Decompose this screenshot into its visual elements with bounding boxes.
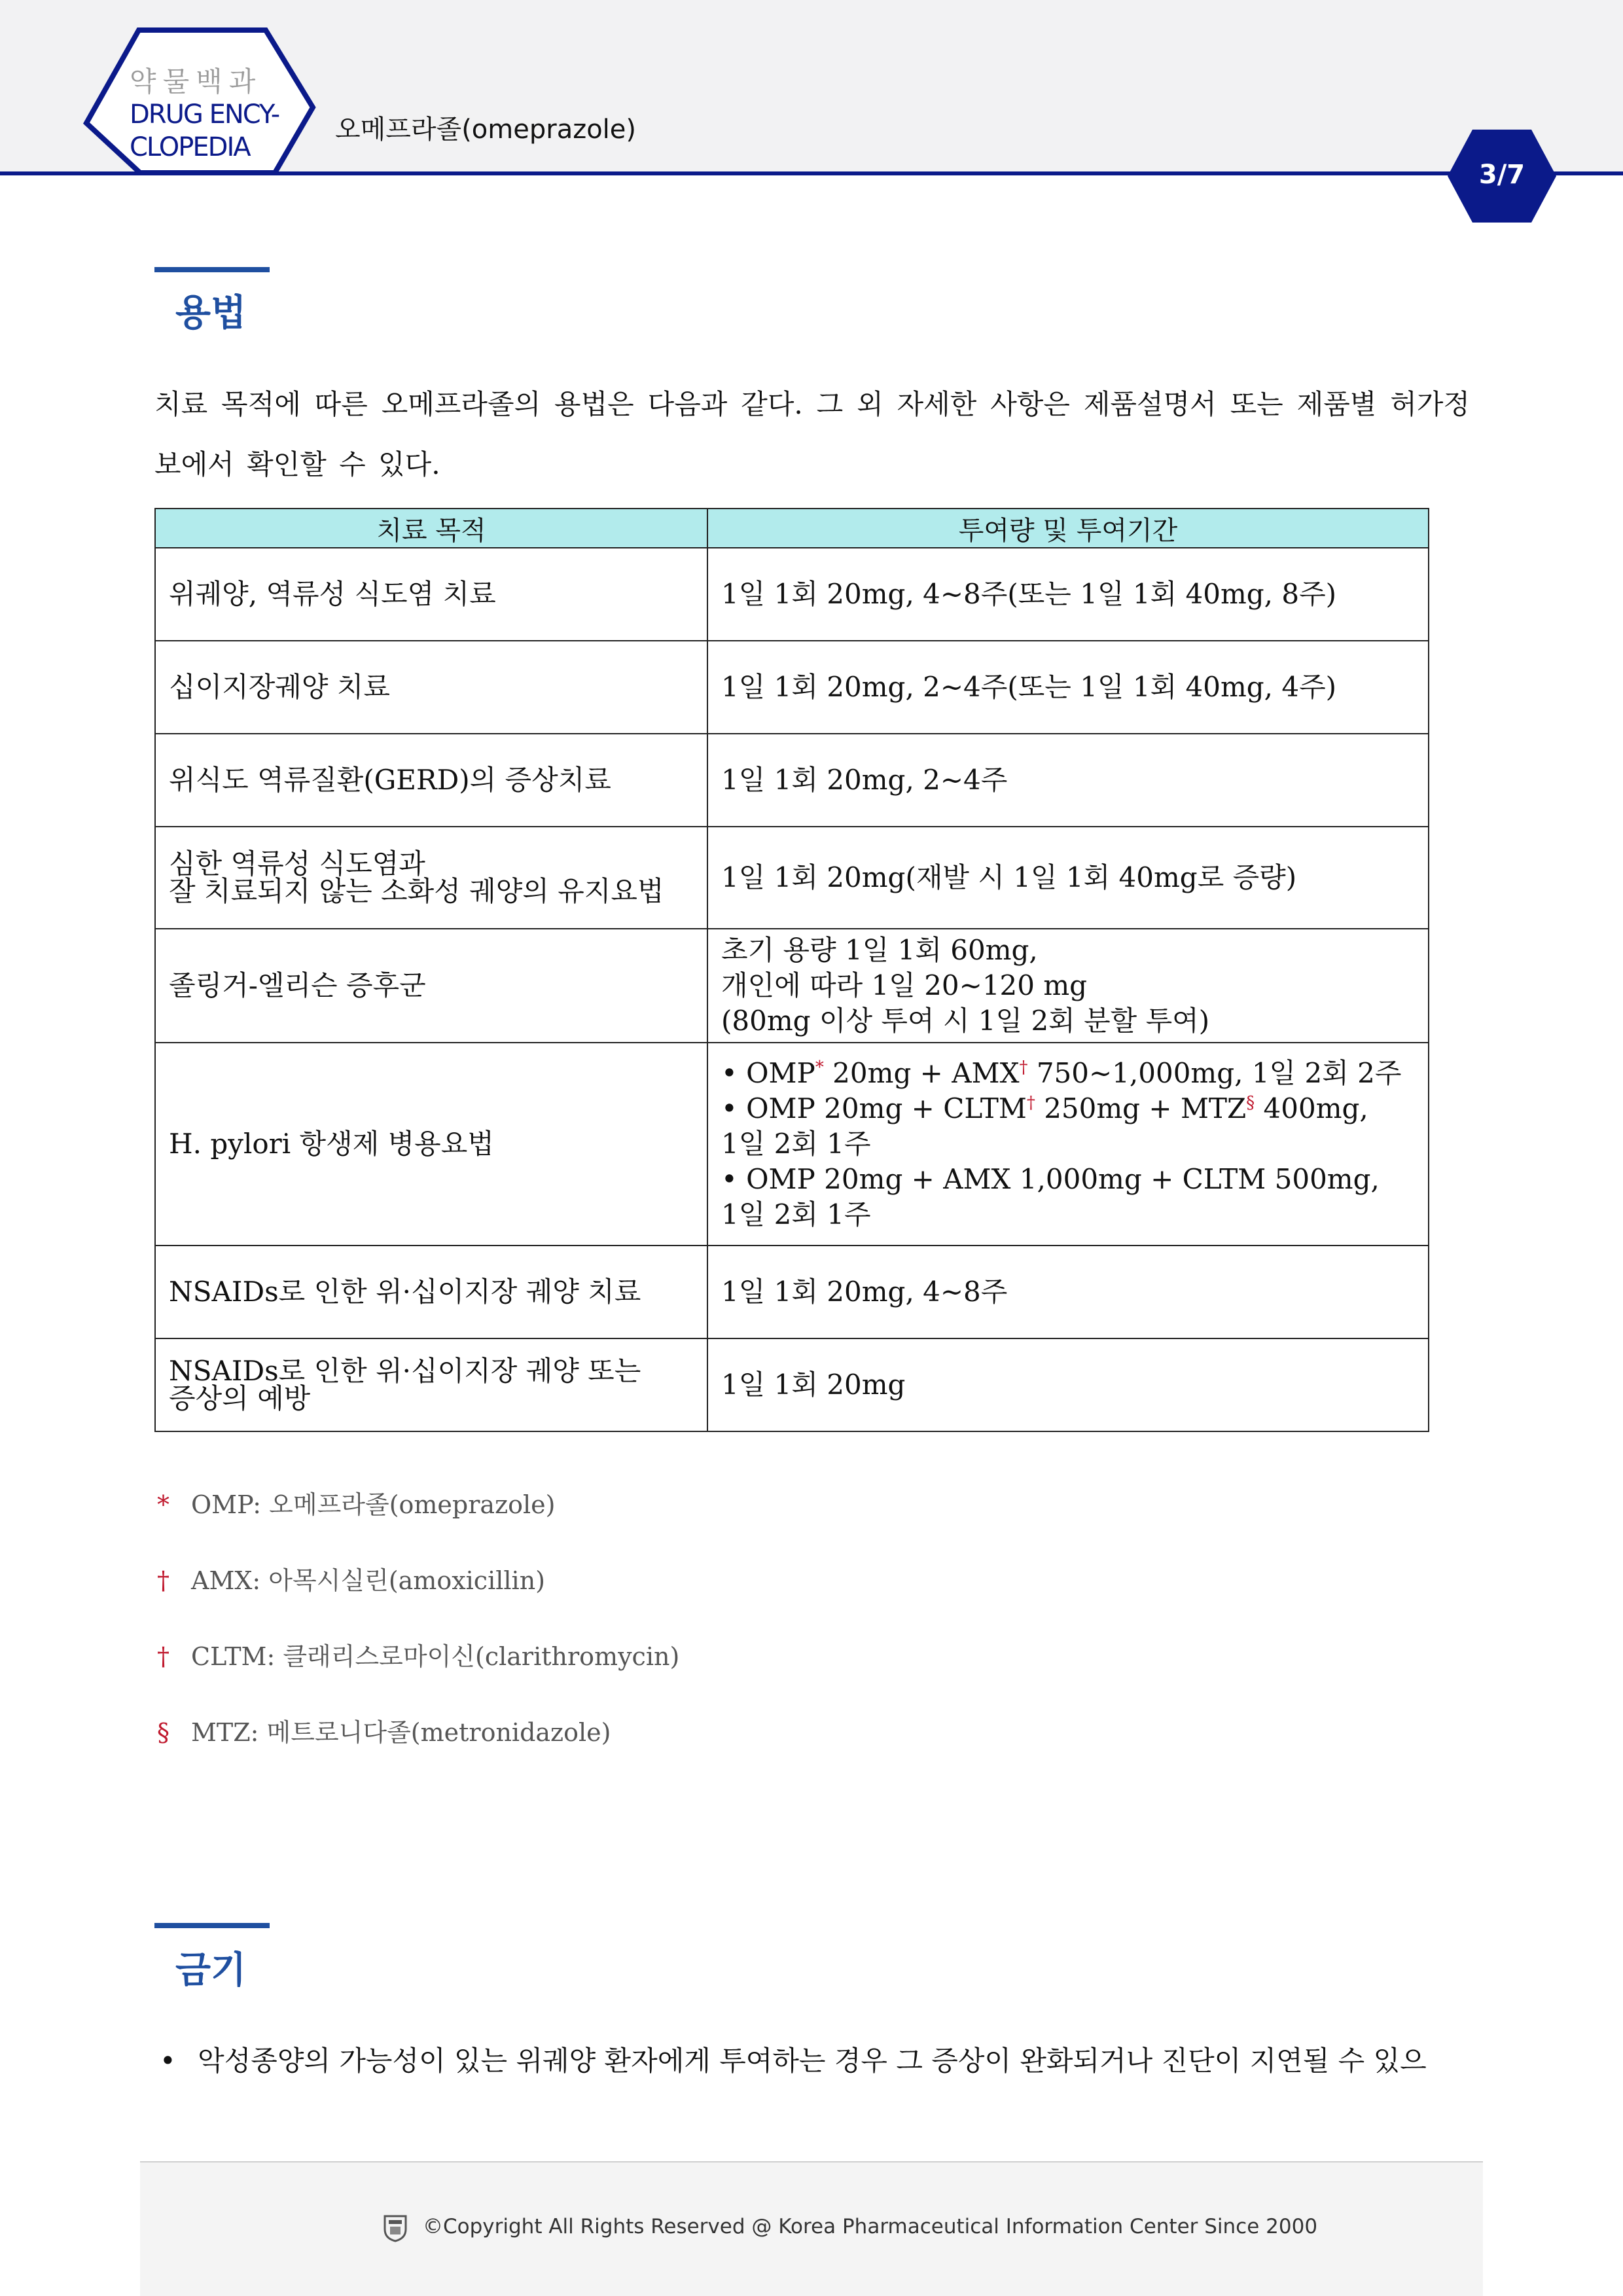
dose-text: 1일 1회 20mg xyxy=(721,1369,906,1401)
purpose-text: H. pylori 항생제 병용요법 xyxy=(169,1128,494,1160)
logo-english-line2: CLOPEDIA xyxy=(130,132,250,162)
purpose-cell xyxy=(155,548,707,641)
purpose-text: 심한 역류성 식도염과 xyxy=(169,848,425,880)
dose-cell xyxy=(707,734,1429,827)
dose-text: (80mg 이상 투여 시 1일 2회 분할 투여) xyxy=(721,1005,1210,1037)
table-row xyxy=(155,827,1429,929)
footnote-mark: § xyxy=(157,1718,169,1747)
purpose-cell xyxy=(155,1246,707,1338)
table-row xyxy=(155,1338,1429,1431)
dose-cell xyxy=(707,641,1429,734)
purpose-text: 위궤양, 역류성 식도염 치료 xyxy=(169,578,496,610)
footnote-marker: * xyxy=(815,1058,824,1077)
purpose-text: 증상의 예방 xyxy=(169,1382,311,1414)
footnote-mark: † xyxy=(157,1642,169,1671)
table-header-row xyxy=(155,509,1429,548)
footnote xyxy=(157,1560,545,1596)
page-indicator: 3/7 xyxy=(1478,160,1525,190)
logo-english-text xyxy=(130,98,279,164)
footnote-mark: † xyxy=(157,1566,169,1595)
footnote-text: OMP: 오메프라졸(omeprazole) xyxy=(191,1490,556,1519)
bullet-icon: • xyxy=(160,2045,176,2077)
section-title-contraindication: 금기 xyxy=(175,1949,247,1992)
purpose-cell xyxy=(155,1043,707,1246)
purpose-text: 십이지장궤양 치료 xyxy=(169,671,390,703)
purpose-text: NSAIDs로 인한 위·십이지장 궤양 치료 xyxy=(169,1276,641,1308)
dose-cell xyxy=(707,1338,1429,1431)
table-row xyxy=(155,734,1429,827)
regimen-text: 400mg, xyxy=(1255,1092,1368,1124)
regimen-text: 250mg + MTZ xyxy=(1035,1092,1247,1124)
dose-text: 1일 1회 20mg(재발 시 1일 1회 40mg로 증량) xyxy=(721,861,1297,893)
regimen-text: • OMP xyxy=(721,1057,815,1089)
table-header-dose: 투여량 및 투여기간 xyxy=(707,509,1429,548)
purpose-cell xyxy=(155,827,707,929)
footnote-mark: * xyxy=(157,1490,169,1519)
footnote xyxy=(157,1712,611,1748)
footnote-text: AMX: 아목시실린(amoxicillin) xyxy=(191,1566,545,1595)
dose-cell xyxy=(707,1246,1429,1338)
purpose-text: 잘 치료되지 않는 소화성 궤양의 유지요법 xyxy=(169,875,664,907)
dose-cell xyxy=(707,929,1429,1043)
footnote-text: CLTM: 클래리스로마이신(clarithromycin) xyxy=(191,1642,680,1671)
footnote-marker: † xyxy=(1026,1093,1035,1113)
shield-logo-icon xyxy=(382,2214,408,2242)
footnote-text: MTZ: 메트로니다졸(metronidazole) xyxy=(191,1718,611,1747)
copyright-text: ©Copyright All Rights Reserved @ Korea Pharmaceutical Information Center Since 2000 xyxy=(423,2215,1318,2238)
logo-english-line1: DRUG ENCY- xyxy=(130,99,279,130)
dose-text: 개인에 따라 1일 20~120 mg xyxy=(721,969,1088,1001)
dose-text: 1일 1회 20mg, 2~4주 xyxy=(721,764,1008,796)
section-accent-bar xyxy=(154,267,270,272)
table-row xyxy=(155,1246,1429,1338)
section-title-dosage: 용법 xyxy=(175,292,247,334)
regimen-text: 1일 2회 1주 xyxy=(721,1128,871,1160)
hpylori-regimen-3: • OMP 20mg + AMX 1,000mg + CLTM 500mg, xyxy=(721,1163,1380,1195)
purpose-text: 위식도 역류질환(GERD)의 증상치료 xyxy=(169,764,611,796)
regimen-text: 1일 2회 1주 xyxy=(721,1198,871,1230)
contraindication-text: 악성종양의 가능성이 있는 위궤양 환자에게 투여하는 경우 그 증상이 완화되거나 진단이 지연될 수 있으 xyxy=(198,2045,1427,2077)
table-row xyxy=(155,929,1429,1043)
purpose-text: NSAIDs로 인한 위·십이지장 궤양 또는 xyxy=(169,1355,641,1387)
regimen-text: • OMP 20mg + CLTM xyxy=(721,1092,1027,1124)
purpose-cell xyxy=(155,734,707,827)
dose-text: 1일 1회 20mg, 2~4주(또는 1일 1회 40mg, 4주) xyxy=(721,671,1337,703)
table-row xyxy=(155,1043,1429,1246)
table-header-purpose: 치료 목적 xyxy=(155,509,707,548)
purpose-text: 졸링거-엘리슨 증후군 xyxy=(169,969,426,1001)
section-accent-bar xyxy=(154,1923,270,1928)
footnote-marker: † xyxy=(1019,1058,1028,1077)
dose-text: 초기 용량 1일 1회 60mg, xyxy=(721,934,1038,966)
purpose-cell xyxy=(155,929,707,1043)
dose-cell xyxy=(707,827,1429,929)
regimen-text: 20mg + AMX xyxy=(823,1057,1020,1089)
footnote xyxy=(157,1636,679,1672)
contraindication-item xyxy=(160,2039,1475,2079)
dose-cell-hpylori xyxy=(707,1043,1429,1246)
drug-title: 오메프라졸(omeprazole) xyxy=(335,115,636,145)
dose-text: 1일 1회 20mg, 4~8주 xyxy=(721,1276,1008,1308)
footnote-marker: § xyxy=(1246,1093,1255,1113)
table-row xyxy=(155,641,1429,734)
hpylori-regimen-2 xyxy=(721,1091,1415,1126)
purpose-cell xyxy=(155,1338,707,1431)
footnote xyxy=(157,1484,555,1520)
dose-cell xyxy=(707,548,1429,641)
logo-korean-text: 약물백과 xyxy=(130,65,262,98)
regimen-text: 750~1,000mg, 1일 2회 2주 xyxy=(1027,1057,1402,1089)
purpose-cell xyxy=(155,641,707,734)
dosage-intro-text: 치료 목적에 따른 오메프라졸의 용법은 다음과 같다. 그 외 자세한 사항은 제품설명서 또는 제품별 허가정보에서 확인할 수 있다. xyxy=(154,388,1470,480)
dosage-table xyxy=(154,508,1429,1432)
hpylori-regimen-1 xyxy=(721,1056,1415,1091)
table-row xyxy=(155,548,1429,641)
dose-text: 1일 1회 20mg, 4~8주(또는 1일 1회 40mg, 8주) xyxy=(721,578,1337,610)
